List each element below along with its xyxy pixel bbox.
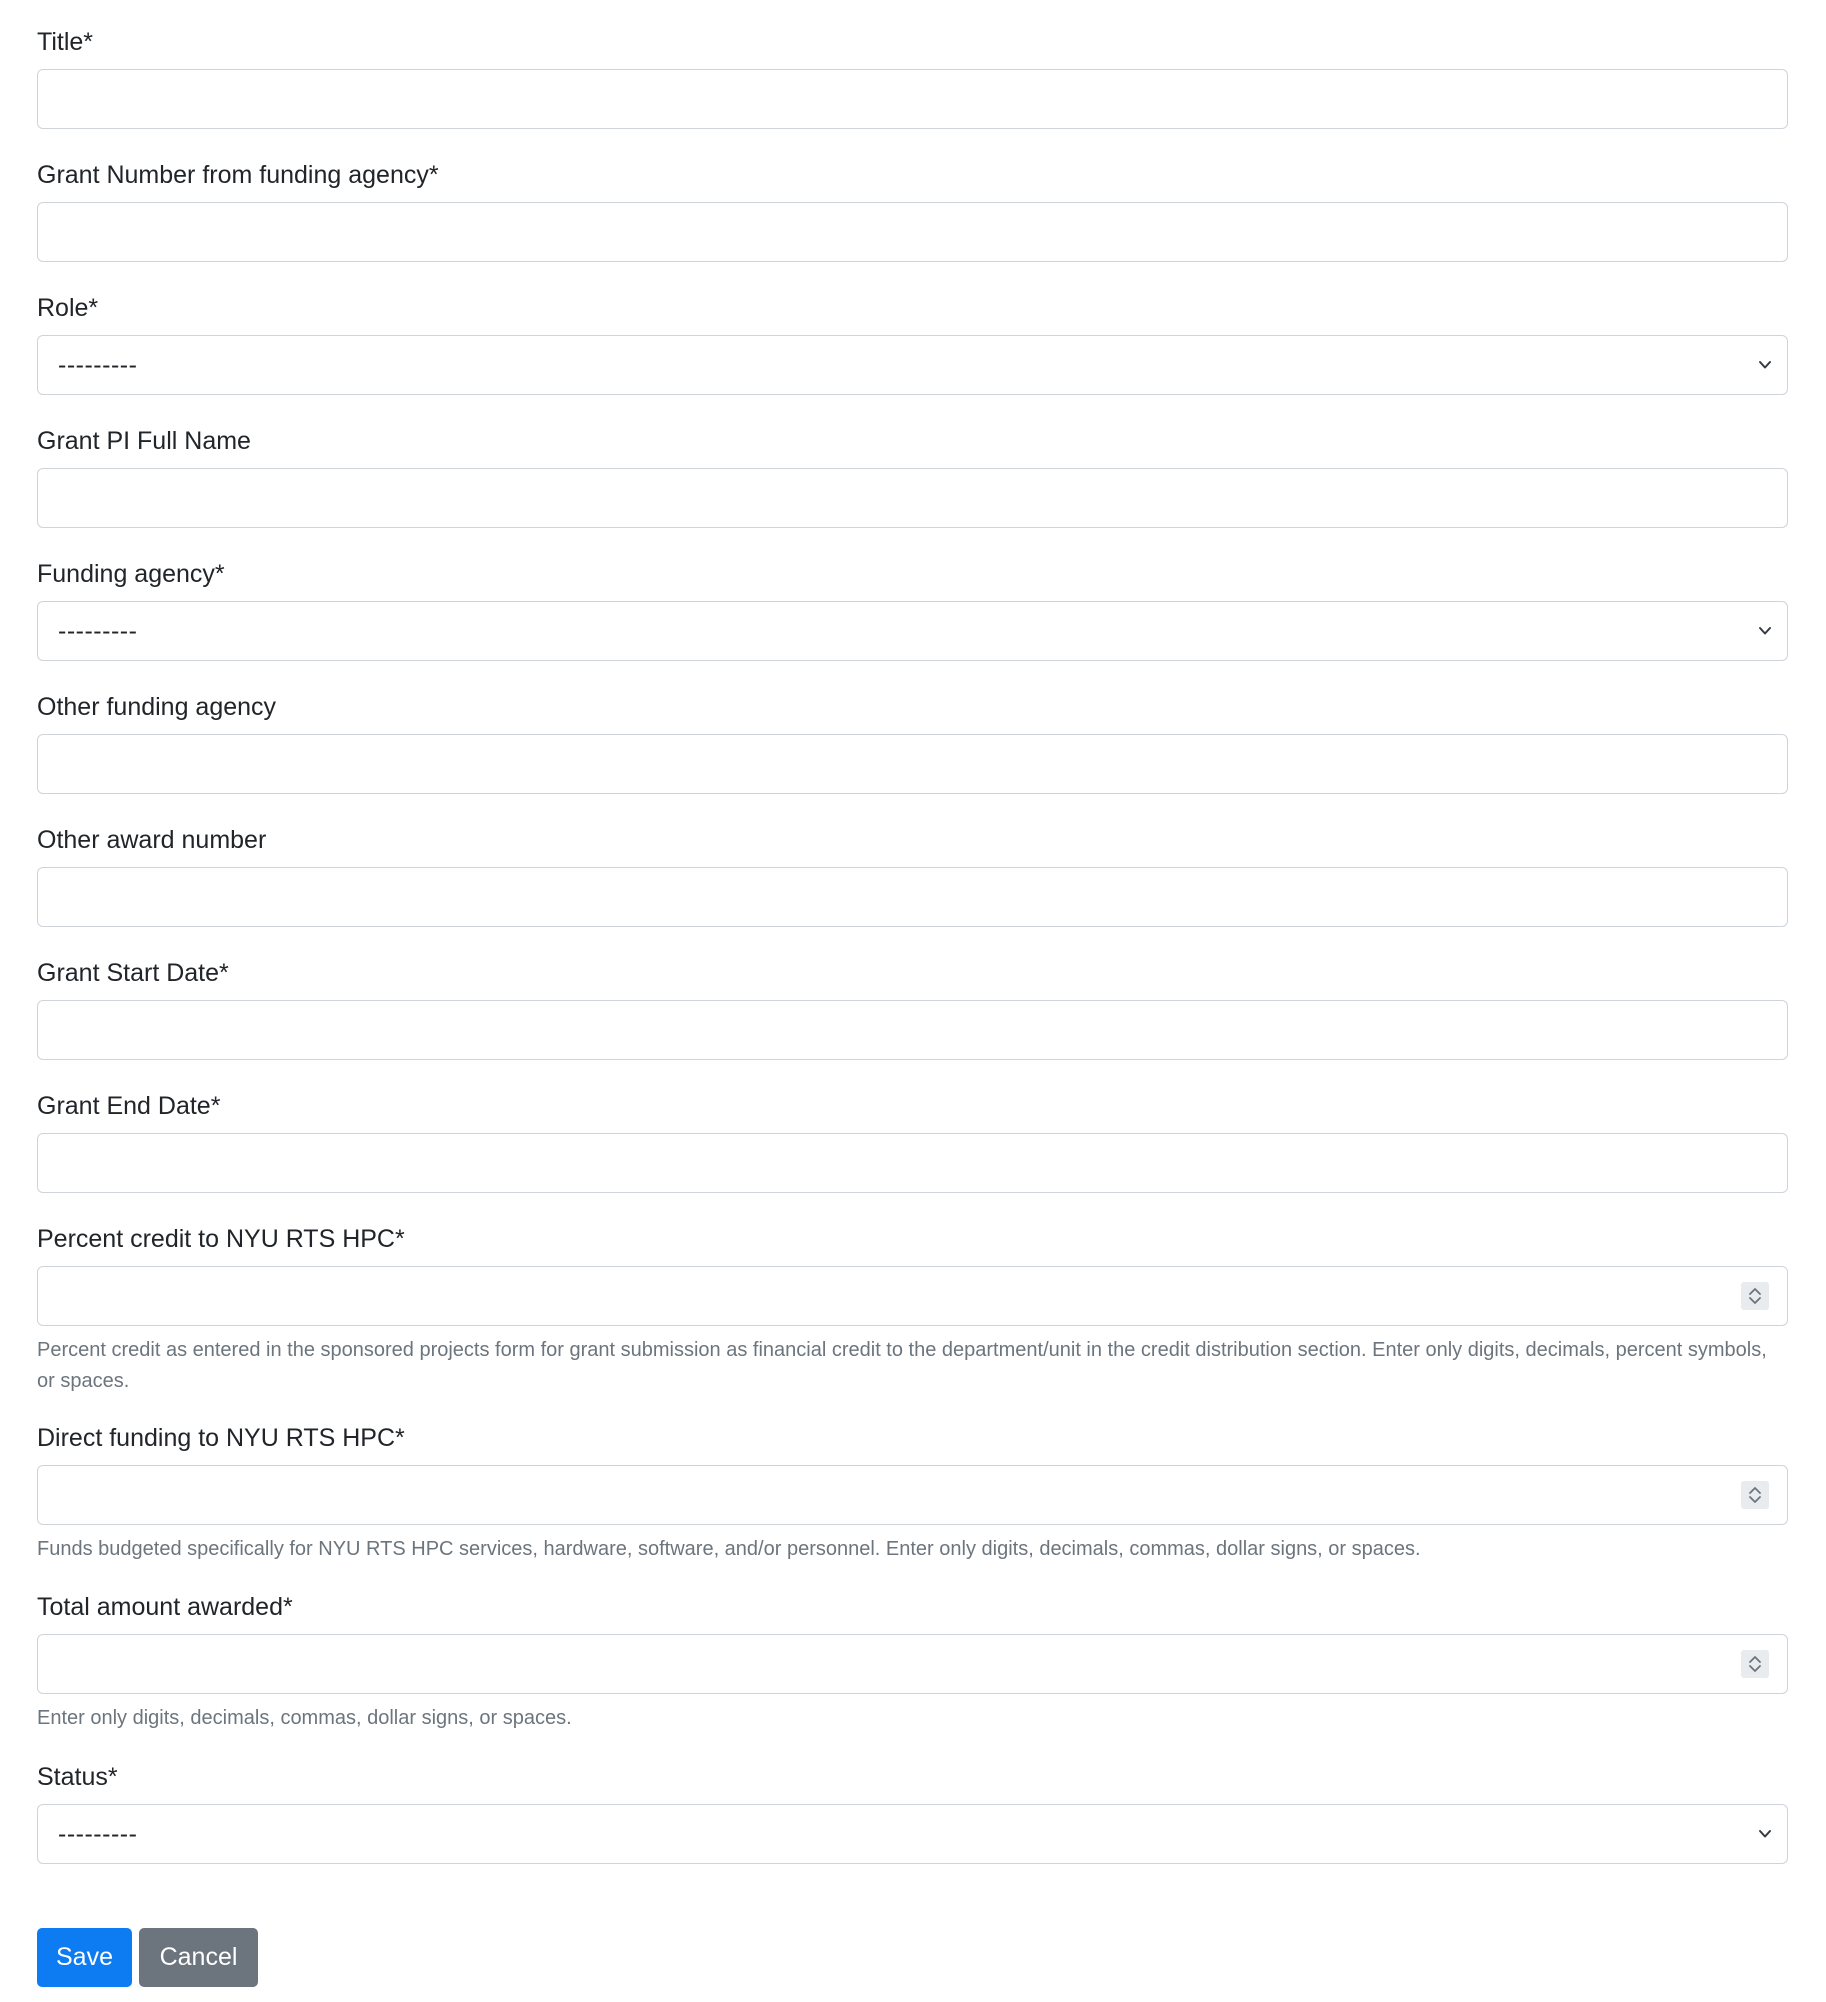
- role-label: Role*: [37, 294, 99, 322]
- status-selected-value: ---------: [58, 1820, 138, 1848]
- grant-number-label: Grant Number from funding agency*: [37, 161, 439, 189]
- total-amount-help: Enter only digits, decimals, commas, dollar signs, or spaces.: [37, 1707, 572, 1729]
- grant-pi-input[interactable]: [37, 468, 1788, 528]
- other-agency-input[interactable]: [37, 734, 1788, 794]
- other-award-input[interactable]: [37, 867, 1788, 927]
- direct-funding-help: Funds budgeted specifically for NYU RTS HPC services, hardware, software, and/or personnel. Enter only digits, decimals, commas, dollar signs, or spaces.: [37, 1538, 1421, 1560]
- chevron-down-icon: [1757, 1827, 1773, 1841]
- spinner-icon[interactable]: [1741, 1481, 1769, 1509]
- percent-credit-label: Percent credit to NYU RTS HPC*: [37, 1225, 405, 1253]
- title-label: Title*: [37, 28, 94, 56]
- total-amount-label: Total amount awarded*: [37, 1593, 293, 1621]
- end-date-input[interactable]: [37, 1133, 1788, 1193]
- funding-agency-label: Funding agency*: [37, 560, 225, 588]
- spinner-icon[interactable]: [1741, 1282, 1769, 1310]
- status-label: Status*: [37, 1763, 118, 1791]
- start-date-input[interactable]: [37, 1000, 1788, 1060]
- spinner-icon[interactable]: [1741, 1650, 1769, 1678]
- save-button[interactable]: Save: [37, 1928, 132, 1987]
- funding-agency-selected-value: ---------: [58, 617, 138, 645]
- chevron-down-icon: [1757, 358, 1773, 372]
- cancel-button[interactable]: Cancel: [139, 1928, 258, 1987]
- chevron-down-icon: [1757, 624, 1773, 638]
- direct-funding-input[interactable]: [37, 1465, 1788, 1525]
- other-award-label: Other award number: [37, 826, 267, 854]
- role-select[interactable]: [37, 335, 1788, 395]
- status-select[interactable]: [37, 1804, 1788, 1864]
- funding-agency-select[interactable]: [37, 601, 1788, 661]
- grant-pi-label: Grant PI Full Name: [37, 427, 251, 455]
- start-date-label: Grant Start Date*: [37, 959, 229, 987]
- title-input[interactable]: [37, 69, 1788, 129]
- end-date-label: Grant End Date*: [37, 1092, 221, 1120]
- percent-credit-input[interactable]: [37, 1266, 1788, 1326]
- other-agency-label: Other funding agency: [37, 693, 277, 721]
- role-selected-value: ---------: [58, 351, 138, 379]
- direct-funding-label: Direct funding to NYU RTS HPC*: [37, 1424, 405, 1452]
- grant-number-input[interactable]: [37, 202, 1788, 262]
- total-amount-input[interactable]: [37, 1634, 1788, 1694]
- percent-credit-help: Percent credit as entered in the sponsored projects form for grant submission as financial credit to the department/unit in the credit distribution section. Enter only digits, decimals, percent symbols, or spaces.: [37, 1339, 1767, 1392]
